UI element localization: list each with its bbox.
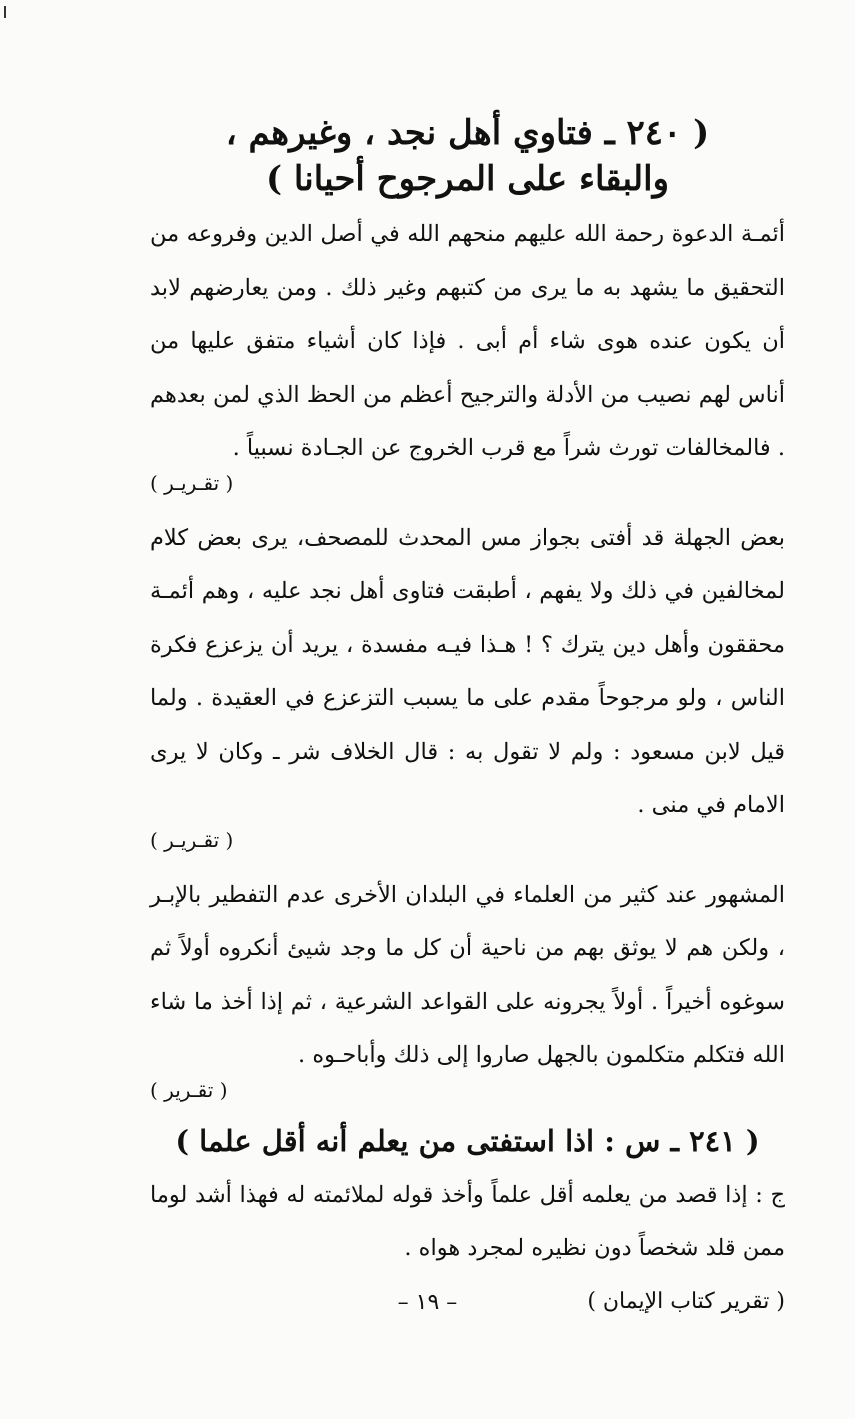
paragraph-1 <box>150 208 785 498</box>
source-note: ( تقـريـر ) <box>150 827 234 852</box>
source-note: ( تقـرير ) <box>150 1077 228 1102</box>
answer-source: ( تقرير كتاب الإيمان ) <box>587 1288 785 1314</box>
source-note: ( تقـريـر ) <box>150 470 234 495</box>
section-title-line-2: والبقاء على المرجوح أحيانا ) <box>265 159 669 199</box>
paragraph-2 <box>150 512 785 855</box>
paragraph-text: المشهور عند كثير من العلماء في البلدان الأخرى عدم التفطير بالإبـر ، ولكن هم لا يوثق بهم من ناحية أن كل ما وجد شيئ أنكروه أولاً ثم سوغوه أخيراً . أولاً يجرونه على القواعد الشرعية ، ثم إذا أخذ ما شاء الله فتكلم متكلمون بالجهل صاروا إلى ذلك وأباحـوه . <box>150 881 785 1068</box>
question-title: ( ٢٤١ ـ س : اذا استفتى من يعلم أنه أقل علما ) <box>175 1123 760 1158</box>
section-title-line-1: ( ٢٤٠ ـ فتاوي أهل نجد ، وغيرهم ، <box>225 113 710 153</box>
paragraph-3 <box>150 869 785 1105</box>
page-number: – ١٩ – <box>397 1290 458 1315</box>
section-title <box>150 110 785 202</box>
paragraph-text: أئمـة الدعوة رحمة الله عليهم منحهم الله في أصل الدين وفروعه من التحقيق ما يشهد به ما يرى من كتبهم وغير ذلك . ومن يعارضهم لابد أن يكون عنده هوى شاء أم أبى . فإذا كان أشياء متفق عليها من أناس لهم نصيب من الأدلة والترجيح أعظم من الحظ الذي لمن بعدهم . فالمخالفات تورث شراً مع قرب الخروج عن الجـادة نسبياً . <box>150 221 785 461</box>
edge-mark <box>4 6 6 18</box>
page-content <box>150 110 785 1322</box>
paragraph-text: بعض الجهلة قد أفتى بجواز مس المحدث للمصحف، يرى بعض كلام لمخالفين في ذلك ولا يفهم ، أطبقت فتاوى أهل نجد عليه ، وهم أئمـة محققون وأهل دين يترك ؟ ! هـذا فيـه مفسدة ، يريد أن يزعزع فكرة الناس ، ولو مرجوحاً مقدم على ما يسبب التزعزع في العقيدة . ولما قيل لابن مسعود : ولم لا تقول به : قال الخلاف شر ـ وكان لا يرى الامام في منى . <box>150 524 785 818</box>
answer-text: ج : إذا قصد من يعلمه أقل علماً وأخذ قوله لملائمته له فهذا أشد لوما ممن قلد شخصاً دون نظيره لمجرد هواه . <box>150 1181 785 1261</box>
